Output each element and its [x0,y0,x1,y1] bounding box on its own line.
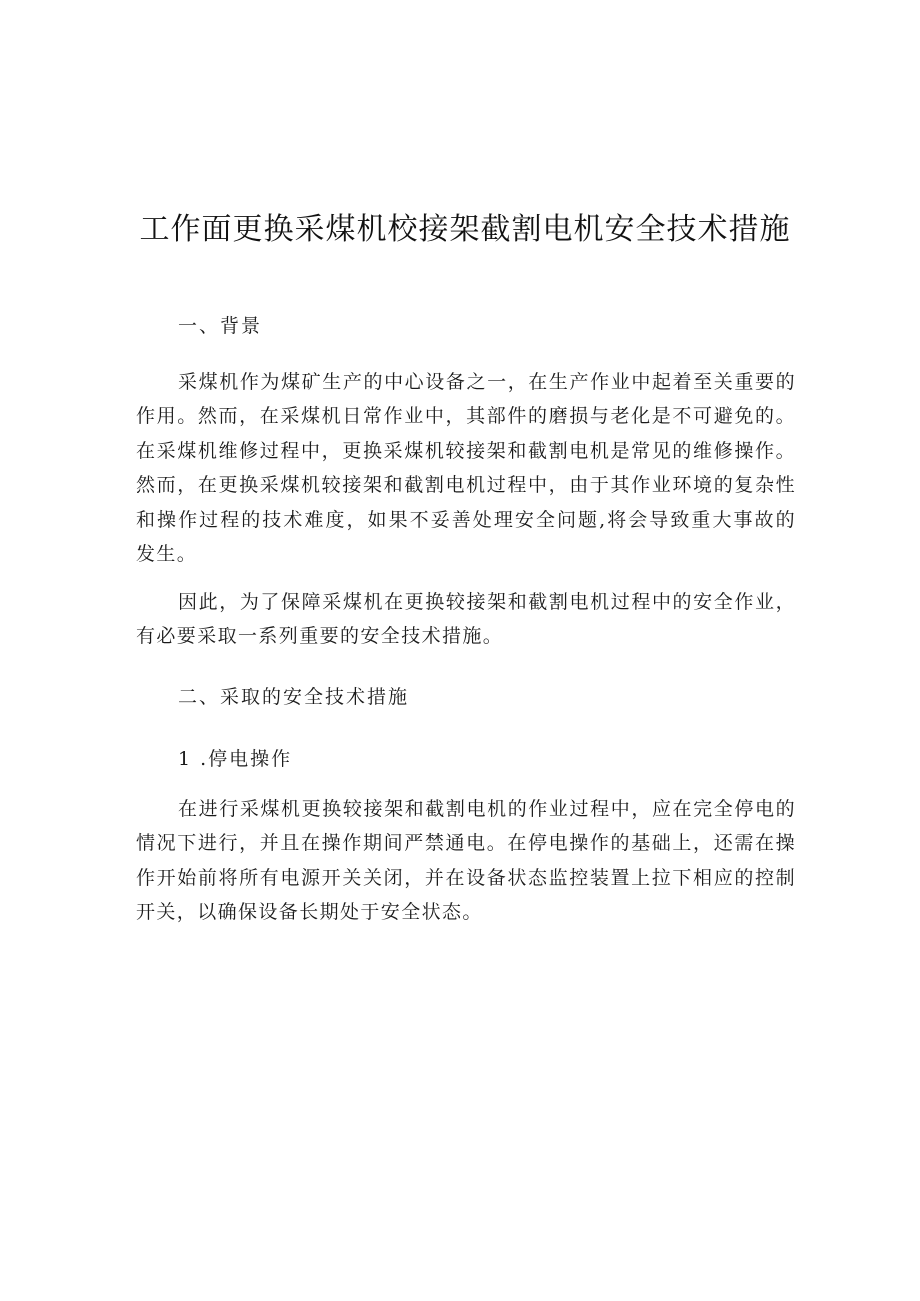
paragraph-background-1: 采煤机作为煤矿生产的中心设备之一，在生产作业中起着至关重要的作用。然而，在采煤机日常作业中，其部件的磨损与老化是不可避免的。在采煤机维修过程中，更换采煤机较接架和截割电机是常见的维修操作。然而，在更换采煤机较接架和截割电机过程中，由于其作业环境的复杂性和操作过程的技术难度，如果不妥善处理安全问题,将会导致重大事故的发生。 [136,371,796,566]
paragraph-background-2: 因此，为了保障采煤机在更换较接架和截割电机过程中的安全作业，有必要采取一系列重要的安全技术措施。 [136,591,796,648]
paragraph-power-off: 在进行采煤机更换较接架和截割电机的作业过程中，应在完全停电的情况下进行，并且在操作期间严禁通电。在停电操作的基础上，还需在操作开始前将所有电源开关关闭，并在设备状态监控装置上拉下相应的控制开关，以确保设备长期处于安全状态。 [136,798,796,924]
subsection-heading-power-off: 1 .停电操作 [178,748,293,770]
document-title: 工作面更换采煤机校接架截割电机安全技术措施 [139,212,791,247]
section-heading-measures: 二、采取的安全技术措施 [178,686,410,708]
section-heading-background: 一、背景 [178,315,263,337]
